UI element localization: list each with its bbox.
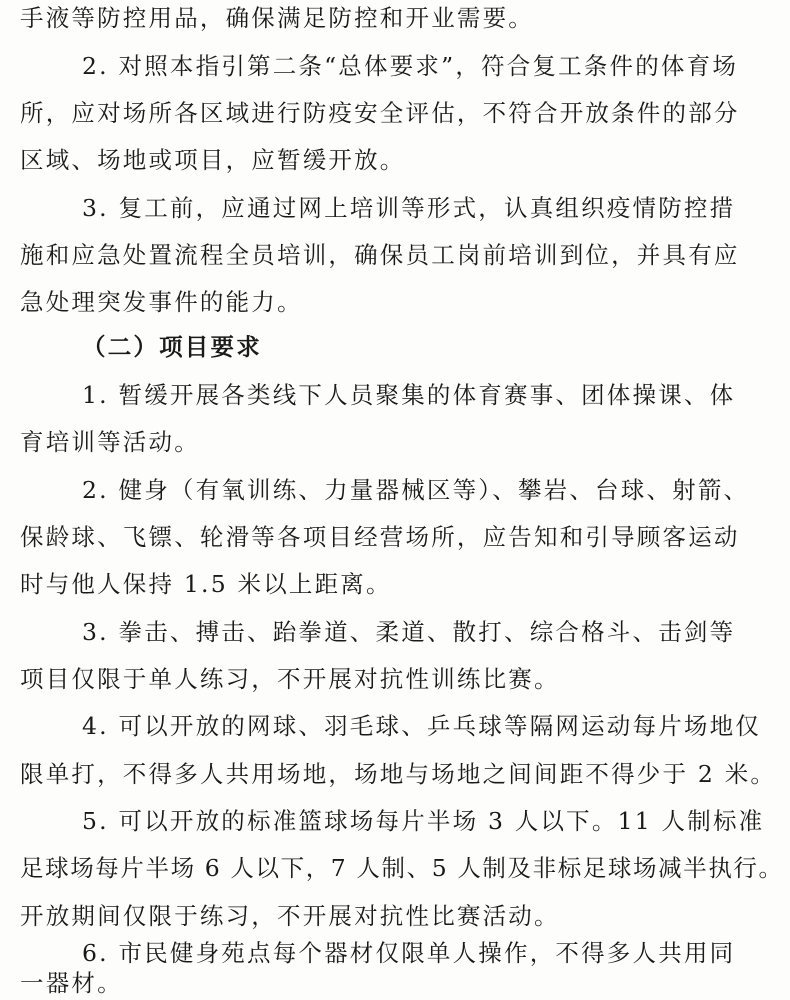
text-line: 项目仅限于单人练习，不开展对抗性训练比赛。 xyxy=(20,665,560,693)
text-line: 急处理突发事件的能力。 xyxy=(20,288,303,316)
text-line: 育培训等活动。 xyxy=(20,428,200,456)
paragraph-item-6-start: 6. 市民健身苑点每个器材仅限单人操作，不得多人共用同 xyxy=(82,939,736,967)
text-line: 施和应急处置流程全员培训，确保员工岗前培训到位，并具有应 xyxy=(20,241,740,269)
text-line: 手液等防控用品，确保满足防控和开业需要。 xyxy=(20,4,534,32)
paragraph-item-2-start: 2. 健身（有氧训练、力量器械区等）、攀岩、台球、射箭、 xyxy=(82,476,750,504)
text-line: 时与他人保持 1.5 米以上距离。 xyxy=(20,570,392,598)
text-line: 保龄球、飞镖、轮滑等各项目经营场所，应告知和引导顾客运动 xyxy=(20,523,740,551)
text-line: 限单打，不得多人共用场地，场地与场地之间间距不得少于 2 米。 xyxy=(20,760,777,788)
paragraph-item-4-start: 4. 可以开放的网球、羽毛球、乒乓球等隔网运动每片场地仅 xyxy=(82,712,761,740)
text-line: 一器材。 xyxy=(20,969,123,997)
paragraph-item-1-start: 1. 暂缓开展各类线下人员聚集的体育赛事、团体操课、体 xyxy=(82,381,736,409)
section-heading: （二）项目要求 xyxy=(82,333,262,361)
paragraph-item-2-start: 2. 对照本指引第二条“总体要求”，符合复工条件的体育场 xyxy=(82,52,739,80)
text-line: 所，应对场所各区域进行防疫安全评估，不符合开放条件的部分 xyxy=(20,99,740,127)
text-line: 区域、场地或项目，应暂缓开放。 xyxy=(20,146,406,174)
paragraph-item-3-start: 3. 拳击、搏击、跆拳道、柔道、散打、综合格斗、击剑等 xyxy=(82,618,736,646)
text-line: 足球场每片半场 6 人以下，7 人制、5 人制及非标足球场减半执行。 xyxy=(20,854,784,882)
paragraph-item-5-start: 5. 可以开放的标准篮球场每片半场 3 人以下。11 人制标准 xyxy=(82,807,765,835)
paragraph-item-3-start: 3. 复工前，应通过网上培训等形式，认真组织疫情防控措 xyxy=(82,194,736,222)
text-line: 开放期间仅限于练习，不开展对抗性比赛活动。 xyxy=(20,902,560,930)
